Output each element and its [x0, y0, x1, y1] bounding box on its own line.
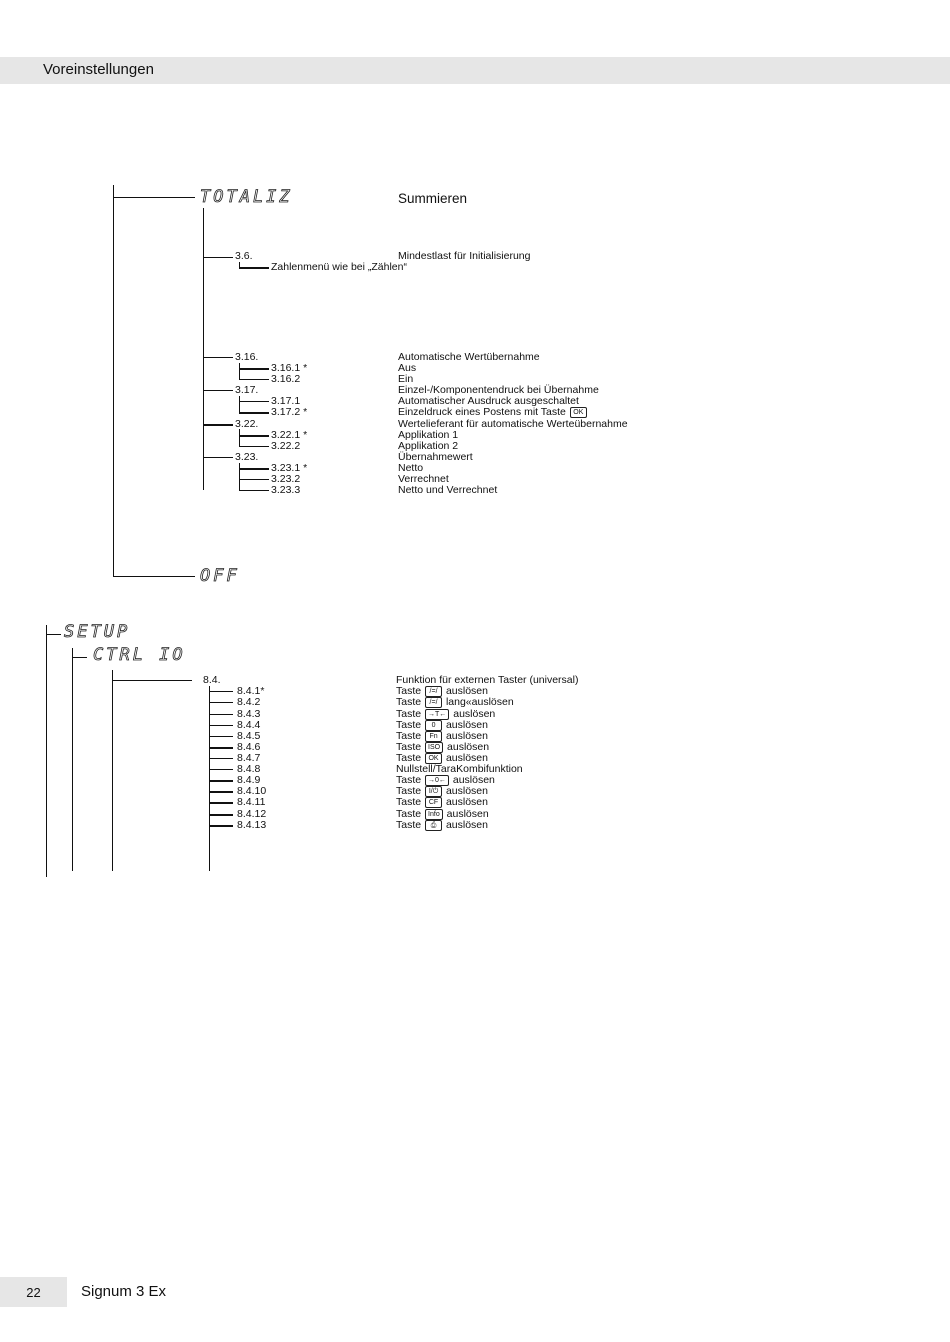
- branch-line: [239, 368, 269, 370]
- menu-desc: Taste Info auslösen: [396, 808, 489, 820]
- menu-desc: Taste →T← auslösen: [396, 708, 496, 720]
- menu-desc: Nullstell/TaraKombifunktion: [396, 763, 523, 775]
- power-key-icon: I/⏻: [425, 786, 442, 797]
- menu-code: 8.4.: [203, 674, 221, 686]
- menu-desc: Netto und Verrechnet: [398, 484, 498, 496]
- menu-desc: Netto: [398, 462, 424, 474]
- branch-line: [239, 479, 269, 480]
- menu-code: 8.4.7: [237, 752, 261, 764]
- menu-desc: Taste CF auslösen: [396, 796, 488, 808]
- tree-line: [113, 185, 114, 577]
- menu-code: 3.17.: [235, 384, 259, 396]
- branch-line: [239, 490, 269, 491]
- branch-line: [239, 412, 269, 414]
- menu-code: 3.23.3: [271, 484, 301, 496]
- branch-line: [209, 691, 233, 692]
- branch-line: [72, 657, 87, 658]
- menu-code: 8.4.4: [237, 719, 261, 731]
- menu-desc: Taste ISO auslösen: [396, 741, 490, 753]
- section-title: Voreinstellungen: [43, 61, 154, 78]
- menu-code: 8.4.1*: [237, 685, 265, 697]
- branch-line: [113, 576, 195, 577]
- branch-line: [209, 736, 233, 737]
- branch-line: [239, 379, 269, 380]
- fn-key-icon: Fn: [425, 731, 442, 742]
- menu-code: 3.22.: [235, 418, 259, 430]
- lcd-totaliz: TOTALIZ: [200, 187, 293, 207]
- branch-line: [112, 680, 192, 681]
- menu-desc: Einzeldruck eines Postens mit Taste: [398, 406, 566, 418]
- menu-desc: Taste Fn auslösen: [396, 730, 488, 742]
- branch-line: [203, 424, 233, 426]
- menu-desc: Taste /=/ auslösen: [396, 685, 488, 697]
- menu-code: 8.4.2: [237, 696, 261, 708]
- branch-line: [209, 714, 233, 715]
- menu-desc: Taste 0 auslösen: [396, 719, 488, 731]
- menu-code: 3.23.1 *: [271, 462, 308, 474]
- menu-code: 8.4.12: [237, 808, 267, 820]
- menu-code: 8.4.9: [237, 774, 261, 786]
- menu-code: 3.6.: [235, 250, 253, 262]
- menu-code: 3.23.2: [271, 473, 301, 485]
- tree-line: [239, 429, 240, 446]
- menu-desc: Wertelieferant für automatische Werteübernahme: [398, 418, 628, 430]
- menu-desc: Applikation 1: [398, 429, 459, 441]
- menu-desc: Automatischer Ausdruck ausgeschaltet: [398, 395, 579, 407]
- menu-desc: Übernahmewert: [398, 451, 473, 463]
- zero-key-icon: 0: [425, 720, 442, 731]
- tree-line: [203, 208, 204, 490]
- menu-code: 8.4.13: [237, 819, 267, 831]
- menu-code: 3.22.1 *: [271, 429, 308, 441]
- branch-line: [239, 401, 269, 402]
- branch-line: [203, 457, 233, 458]
- menu-desc-with-key: [398, 407, 588, 418]
- branch-line: [239, 267, 269, 269]
- menu-desc: Taste OK auslösen: [396, 752, 488, 764]
- branch-line: [209, 758, 233, 759]
- menu-code: 8.4.3: [237, 708, 261, 720]
- menu-code: 3.17.1: [271, 395, 301, 407]
- branch-line: [209, 825, 233, 827]
- tree-line: [72, 648, 73, 871]
- branch-line: [239, 435, 269, 437]
- menu-code: 8.4.11: [237, 796, 266, 808]
- ok-key-icon: OK: [570, 407, 587, 418]
- branch-line: [209, 769, 233, 770]
- totaliz-label: Summieren: [398, 191, 468, 206]
- menu-desc: Taste →0← auslösen: [396, 774, 495, 786]
- page-number: 22: [26, 1285, 41, 1300]
- branch-line: [239, 468, 269, 470]
- print-key-icon: ⎙: [425, 820, 442, 831]
- menu-desc: Ein: [398, 373, 414, 385]
- branch-line: [209, 814, 233, 816]
- info-key-icon: Info: [425, 809, 443, 820]
- menu-code: 8.4.8: [237, 763, 261, 775]
- cf-key-icon: CF: [425, 797, 442, 808]
- menu-desc: Funktion für externen Taster (universal): [396, 674, 579, 686]
- tare-key-icon: →T←: [425, 709, 449, 720]
- branch-line: [209, 802, 233, 804]
- menu-desc: Aus: [398, 362, 417, 374]
- lcd-setup: SETUP: [64, 622, 131, 642]
- branch-line: [46, 634, 61, 635]
- tree-line: [239, 363, 240, 379]
- iso-key-icon: ISO: [425, 742, 443, 753]
- branch-line: [209, 725, 233, 726]
- menu-code: 8.4.5: [237, 730, 261, 742]
- tree-line: [112, 670, 113, 871]
- menu-desc: Einzel-/Komponentendruck bei Übernahme: [398, 384, 599, 396]
- menu-desc: Applikation 2: [398, 440, 459, 452]
- product-name: Signum 3 Ex: [81, 1283, 167, 1300]
- branch-line: [209, 747, 233, 749]
- lcd-off: OFF: [200, 566, 240, 586]
- menu-code: 3.16.1 *: [271, 362, 308, 374]
- branch-line: [203, 357, 233, 358]
- tree-line: [46, 625, 47, 877]
- branch-line: [203, 257, 233, 258]
- branch-line: [203, 390, 233, 391]
- print-key-icon: /=/: [425, 686, 442, 697]
- branch-line: [209, 791, 233, 793]
- tree-line: [239, 396, 240, 413]
- menu-code: 3.22.2: [271, 440, 301, 452]
- menu-code: 3.16.2: [271, 373, 301, 385]
- zero-tare-key-icon: →0←: [425, 775, 449, 786]
- branch-line: [239, 446, 269, 447]
- print-key-icon: /=/: [425, 697, 442, 708]
- menu-desc: Mindestlast für Initialisierung: [398, 250, 531, 262]
- menu-desc: Taste ⎙ auslösen: [396, 819, 488, 831]
- menu-desc: Taste /=/ lang«auslösen: [396, 696, 514, 708]
- menu-desc: Verrechnet: [398, 473, 449, 485]
- menu-desc: Taste I/⏻ auslösen: [396, 785, 488, 797]
- branch-line: [209, 702, 233, 703]
- branch-line: [113, 197, 195, 198]
- branch-line: [209, 780, 233, 782]
- lcd-ctrl-io: CTRL IO: [93, 645, 186, 665]
- menu-code: 3.17.2 *: [271, 406, 308, 418]
- menu-code: 3.23.: [235, 451, 259, 463]
- menu-code: 8.4.6: [237, 741, 261, 753]
- menu-note: Zahlenmenü wie bei „Zählen“: [271, 261, 407, 273]
- menu-code: 8.4.10: [237, 785, 267, 797]
- menu-desc: Automatische Wertübernahme: [398, 351, 540, 363]
- menu-code: 3.16.: [235, 351, 259, 363]
- ok-key-icon: OK: [425, 753, 442, 764]
